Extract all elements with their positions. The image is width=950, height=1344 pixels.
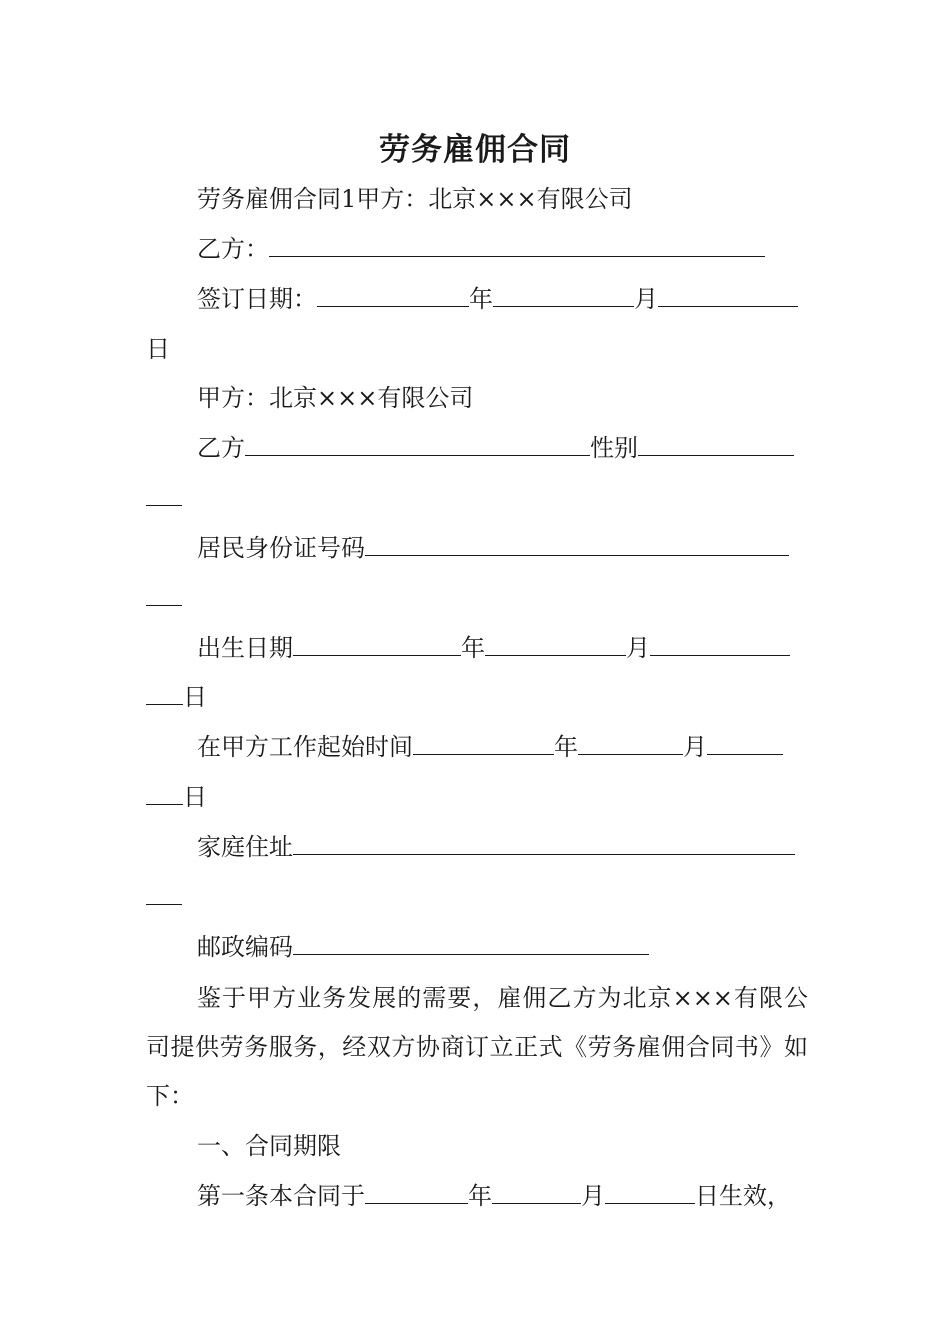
party-b-label: 乙方： bbox=[197, 235, 269, 263]
start-date-field bbox=[197, 730, 783, 764]
sign-day-blank bbox=[658, 282, 798, 307]
party-b-field bbox=[197, 232, 765, 266]
birth-year-label: 年 bbox=[461, 634, 485, 662]
start-year-blank bbox=[413, 730, 554, 755]
sign-year-label: 年 bbox=[469, 285, 493, 313]
gender-blank-tail bbox=[146, 481, 182, 506]
gender-label: 性别 bbox=[590, 434, 638, 462]
birth-year-blank bbox=[293, 631, 461, 656]
address-field bbox=[197, 830, 795, 864]
start-month-blank bbox=[578, 730, 683, 755]
birth-day-row bbox=[146, 680, 207, 714]
birth-month-blank bbox=[485, 631, 626, 656]
intro-line: 劳务雇佣合同1甲方：北京×××有限公司 bbox=[197, 185, 633, 213]
id-blank-tail bbox=[146, 581, 182, 606]
address-label: 家庭住址 bbox=[197, 833, 293, 861]
article-1-prefix: 第一条本合同于 bbox=[197, 1182, 365, 1210]
birth-date-field bbox=[197, 631, 790, 665]
effective-day-blank bbox=[605, 1179, 695, 1204]
document-title: 劳务雇佣合同 bbox=[379, 132, 571, 168]
id-blank-continued bbox=[146, 581, 182, 615]
effective-year-label: 年 bbox=[468, 1182, 492, 1210]
party-b-gender-field bbox=[197, 431, 794, 465]
postcode-label: 邮政编码 bbox=[197, 933, 293, 961]
address-blank-continued bbox=[146, 880, 182, 914]
id-label: 居民身份证号码 bbox=[197, 534, 365, 562]
start-day-label: 日 bbox=[183, 783, 207, 811]
gender-blank bbox=[638, 431, 794, 456]
start-year-label: 年 bbox=[554, 733, 578, 761]
start-day-blank bbox=[707, 730, 783, 755]
start-day-blank-tail bbox=[146, 780, 183, 805]
start-month-label: 月 bbox=[683, 733, 707, 761]
party-b-blank bbox=[269, 232, 765, 257]
birth-label: 出生日期 bbox=[197, 634, 293, 662]
id-field bbox=[197, 531, 789, 565]
sign-day-label: 日 bbox=[146, 335, 170, 363]
sign-date-field bbox=[197, 282, 798, 316]
effective-year-blank bbox=[365, 1179, 468, 1204]
sign-date-label: 签订日期： bbox=[197, 285, 317, 313]
address-blank bbox=[293, 830, 795, 855]
article-1-line bbox=[197, 1179, 791, 1213]
birth-day-label: 日 bbox=[183, 683, 207, 711]
birth-day-blank bbox=[650, 631, 790, 656]
party-b-name-blank bbox=[245, 431, 590, 456]
effective-month-label: 月 bbox=[581, 1182, 605, 1210]
party-a-line: 甲方：北京×××有限公司 bbox=[197, 384, 474, 412]
start-label: 在甲方工作起始时间 bbox=[197, 733, 413, 761]
start-day-row bbox=[146, 780, 207, 814]
article-1-suffix: 日生效， bbox=[695, 1182, 791, 1210]
birth-day-blank-tail bbox=[146, 680, 183, 705]
preamble-paragraph: 鉴于甲方业务发展的需要，雇佣乙方为北京×××有限公司提供劳务服务，经双方协商订立正式《劳务雇佣合同书》如下： bbox=[146, 984, 808, 1110]
sign-year-blank bbox=[317, 282, 469, 307]
gender-blank-continued bbox=[146, 481, 182, 515]
postcode-field bbox=[197, 930, 649, 964]
sign-month-label: 月 bbox=[634, 285, 658, 313]
section-heading-term: 一、合同期限 bbox=[197, 1132, 341, 1160]
party-b-label-2: 乙方 bbox=[197, 434, 245, 462]
sign-month-blank bbox=[493, 282, 634, 307]
address-blank-tail bbox=[146, 880, 182, 905]
birth-month-label: 月 bbox=[626, 634, 650, 662]
id-blank bbox=[365, 531, 789, 556]
effective-month-blank bbox=[492, 1179, 581, 1204]
postcode-blank bbox=[293, 930, 649, 955]
